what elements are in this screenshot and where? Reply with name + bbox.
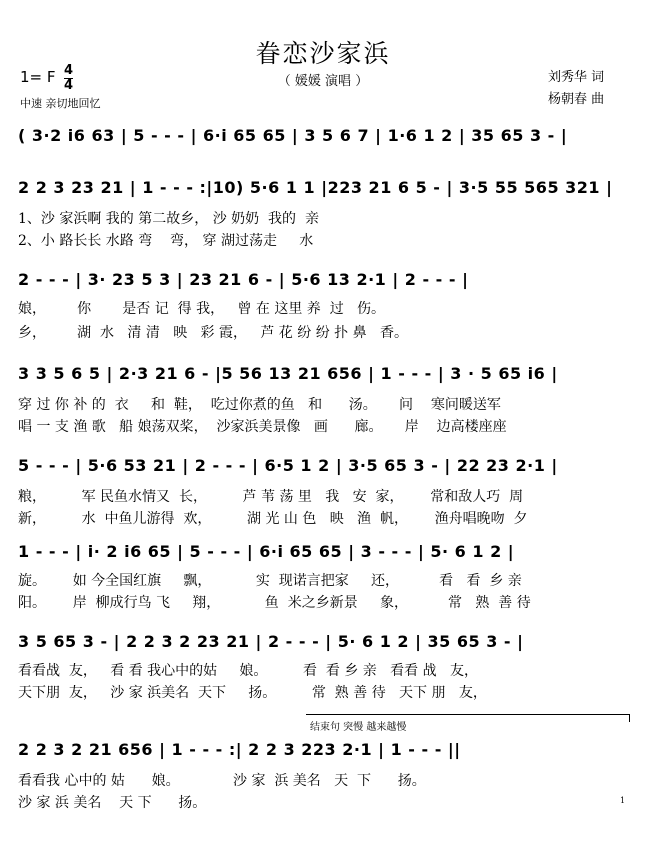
lyric-line: 2、小 路长长 水路 弯 弯， 穿 湖过荡走 水 bbox=[18, 233, 314, 249]
time-bottom: 4 bbox=[64, 78, 74, 93]
notation-row: ( 3·2 i6 63 | 5 - - - | 6·i 65 65 | 3 5 6 7 | 1·6 1 2 | 35 65 3 - | bbox=[18, 126, 568, 145]
notation-row: 3 3 5 6 5 | 2·3 21 6 - |5 56 13 21 656 | 1 - - - | 3 · 5 65 i6 | bbox=[18, 364, 558, 383]
lyric-line: 阳。 岸 柳成行鸟 飞 翔， 鱼 米之乡新景 象， 常 熟 善 待 bbox=[18, 595, 531, 611]
notation-row: 2 2 3 23 21 | 1 - - - :|10) 5·6 1 1 |223 21 6 5 - | 3·5 55 565 321 | bbox=[18, 178, 613, 197]
lyric-line: 穿 过 你 补 的 衣 和 鞋， 吃过你煮的鱼 和 汤。 问 寒问暖送军 bbox=[18, 397, 501, 413]
time-top: 4 bbox=[64, 63, 74, 78]
page-mark: 1 bbox=[620, 796, 626, 805]
time-signature bbox=[64, 64, 73, 92]
tempo-marking: 中速 亲切地回忆 bbox=[20, 97, 101, 110]
coda-bracket bbox=[306, 714, 630, 715]
lyric-line: 看看我 心中的 姑 娘。 沙 家 浜 美名 天 下 扬。 bbox=[18, 773, 426, 789]
singer: （ 媛媛 演唱 ） bbox=[277, 74, 369, 89]
lyric-line: 唱 一 支 渔 歌 船 娘荡双桨， 沙家浜美景像 画 廊。 岸 边高楼座座 bbox=[18, 419, 507, 435]
lyricist: 刘秀华 词 bbox=[548, 70, 605, 85]
ending-note: 结束句 突慢 越来越慢 bbox=[310, 722, 407, 733]
lyric-line: 新， 水 中鱼儿游得 欢， 湖 光 山 色 映 渔 帆， 渔舟唱晚吻 夕 bbox=[18, 511, 528, 527]
lyric-line: 天下朋 友， 沙 家 浜美名 天下 扬。 常 熟 善 待 天下 朋 友， bbox=[18, 685, 487, 701]
lyric-line: 乡， 湖 水 清 清 映 彩 霞， 芦 花 纷 纷 扑 鼻 香。 bbox=[18, 325, 408, 341]
lyric-line: 旋。 如 今全国红旗 飘， 实 现诺言把家 还， 看 看 乡 亲 bbox=[18, 573, 522, 589]
lyric-line: 1、沙 家浜啊 我的 第二故乡， 沙 奶奶 我的 亲 bbox=[18, 211, 319, 227]
lyric-line: 看看战 友， 看 看 我心中的姑 娘。 看 看 乡 亲 看看 战 友， bbox=[18, 663, 478, 679]
lyric-line: 娘， 你 是否 记 得 我， 曾 在 这里 养 过 伤。 bbox=[18, 301, 386, 317]
notation-row: 3 5 65 3 - | 2 2 3 2 23 21 | 2 - - - | 5· 6 1 2 | 35 65 3 - | bbox=[18, 632, 524, 651]
key-signature: 1= F bbox=[20, 68, 56, 86]
notation-row: 1 - - - | i· 2 i6 65 | 5 - - - | 6·i 65 65 | 3 - - - | 5· 6 1 2 | bbox=[18, 542, 515, 561]
composer: 杨朝春 曲 bbox=[548, 92, 605, 107]
lyric-line: 沙 家 浜 美名 天 下 扬。 bbox=[18, 795, 207, 811]
notation-row: 2 - - - | 3· 23 5 3 | 23 21 6 - | 5·6 13 2·1 | 2 - - - | bbox=[18, 270, 469, 289]
lyric-line: 粮， 军 民鱼水情又 长， 芦 苇 荡 里 我 安 家， 常和敌人巧 周 bbox=[18, 489, 524, 505]
notation-row: 5 - - - | 5·6 53 21 | 2 - - - | 6·5 1 2 | 3·5 65 3 - | 22 23 2·1 | bbox=[18, 456, 558, 475]
notation-row: 2 2 3 2 21 656 | 1 - - - :| 2 2 3 223 2·1 | 1 - - - || bbox=[18, 740, 461, 759]
song-title: 眷恋沙家浜 bbox=[255, 39, 391, 68]
coda-bracket-end bbox=[629, 714, 630, 722]
